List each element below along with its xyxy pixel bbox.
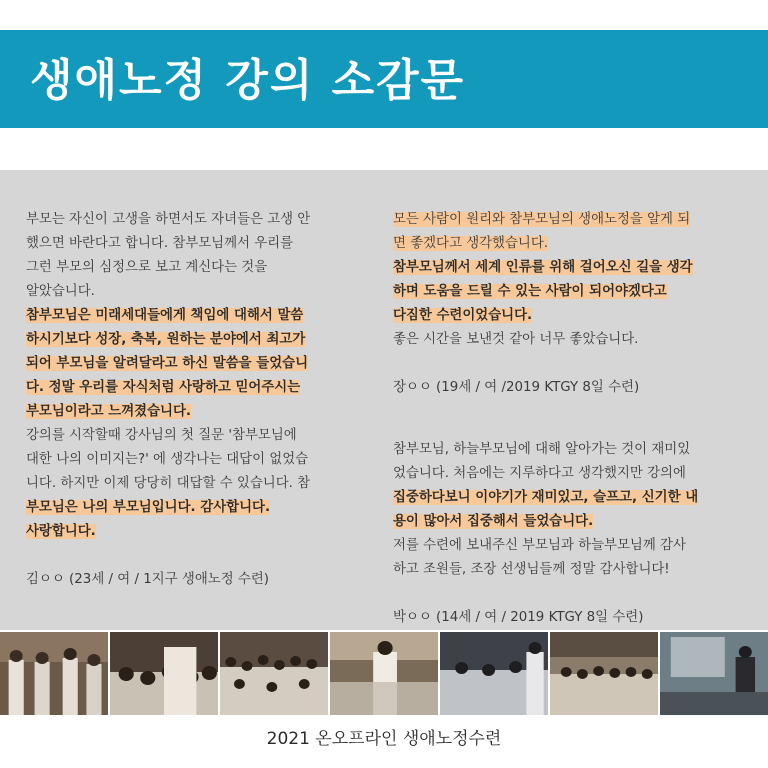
- photo-hall: [550, 632, 658, 715]
- text-line: 대한 나의 이미지는?' 에 생각나는 대답이 없었습: [26, 452, 309, 467]
- text-line: 하고 조원들, 조장 선생님들께 정말 감사합니다!: [393, 562, 670, 577]
- text-line: 참부모님, 하늘부모님에 대해 알아가는 것이 재미있: [393, 442, 691, 457]
- highlighted-line: 용이 많아서 집중해서 들었습니다.: [393, 514, 594, 529]
- text-line: 좋은 시간을 보낸것 같아 너무 좋았습니다.: [393, 332, 639, 347]
- highlighted-line: 참부모님께서 세계 인류를 위해 걸어오신 길을 생각: [393, 260, 693, 275]
- photo-speaker: [660, 632, 768, 715]
- author-signature: 박ㅇㅇ (14세 / 여 / 2019 KTGY 8일 수련): [393, 610, 644, 625]
- highlighted-line: 다짐한 수련이었습니다.: [393, 308, 533, 323]
- text-line: 었습니다. 처음에는 지루하다고 생각했지만 강의에: [393, 466, 686, 481]
- highlighted-line: 참부모님은 미래세대들에게 책임에 대해서 말씀: [26, 308, 304, 323]
- event-photo-strip: [0, 632, 768, 715]
- photo-audience: [110, 632, 218, 715]
- title-banner: [0, 30, 768, 128]
- testimonials-panel: [0, 170, 768, 630]
- highlighted-line: 면 좋겠다고 생각했습니다.: [393, 236, 549, 251]
- page-title: 생애노정 강의 소감문: [30, 55, 466, 106]
- testimonial-right: [393, 208, 733, 630]
- text-line: 알았습니다.: [26, 284, 95, 299]
- highlighted-line: 사랑합니다.: [26, 524, 96, 539]
- text-line: 강의를 시작할때 강사님의 첫 질문 '참부모님에: [26, 428, 297, 443]
- footer-caption: 2021 온오프라인 생애노정수련: [266, 729, 502, 749]
- text-line: 저를 수련에 보내주신 부모님과 하늘부모님께 감사: [393, 538, 686, 553]
- author-signature: 김ㅇㅇ (23세 / 여 / 1지구 생애노정 수련): [26, 572, 269, 587]
- highlighted-line: 부모님이라고 느껴졌습니다.: [26, 404, 191, 419]
- text-line: 했으면 바란다고 합니다. 참부모님께서 우리를: [26, 236, 294, 251]
- text-line: 부모는 자신이 고생을 하면서도 자녀들은 고생 안: [26, 212, 311, 227]
- testimonial-left: [26, 208, 352, 592]
- photo-stage: [330, 632, 438, 715]
- photo-performers: [0, 632, 108, 715]
- highlighted-line: 하며 도움을 드릴 수 있는 사람이 되어야겠다고: [393, 284, 667, 299]
- highlighted-line: 되어 부모님을 알려달라고 하신 말씀을 들었습니: [26, 356, 309, 371]
- photo-crowd: [220, 632, 328, 715]
- text-line: 니다. 하지만 이제 당당히 대답할 수 있습니다. 참: [26, 476, 311, 491]
- author-signature: 장ㅇㅇ (19세 / 여 /2019 KTGY 8일 수련): [393, 380, 640, 395]
- highlighted-line: 집중하다보니 이야기가 재미있고, 슬프고, 신기한 내: [393, 490, 699, 505]
- highlighted-line: 하시기보다 성장, 축복, 원하는 분야에서 최고가: [26, 332, 306, 347]
- photo-participants: [440, 632, 548, 715]
- highlighted-line: 부모님은 나의 부모님입니다. 감사합니다.: [26, 500, 271, 515]
- highlighted-line: 다. 정말 우리를 자식처럼 사랑하고 믿어주시는: [26, 380, 301, 395]
- highlighted-line: 모든 사람이 원리와 참부모님의 생애노정을 알게 되: [393, 212, 691, 227]
- text-line: 그런 부모의 심정으로 보고 계신다는 것을: [26, 260, 268, 275]
